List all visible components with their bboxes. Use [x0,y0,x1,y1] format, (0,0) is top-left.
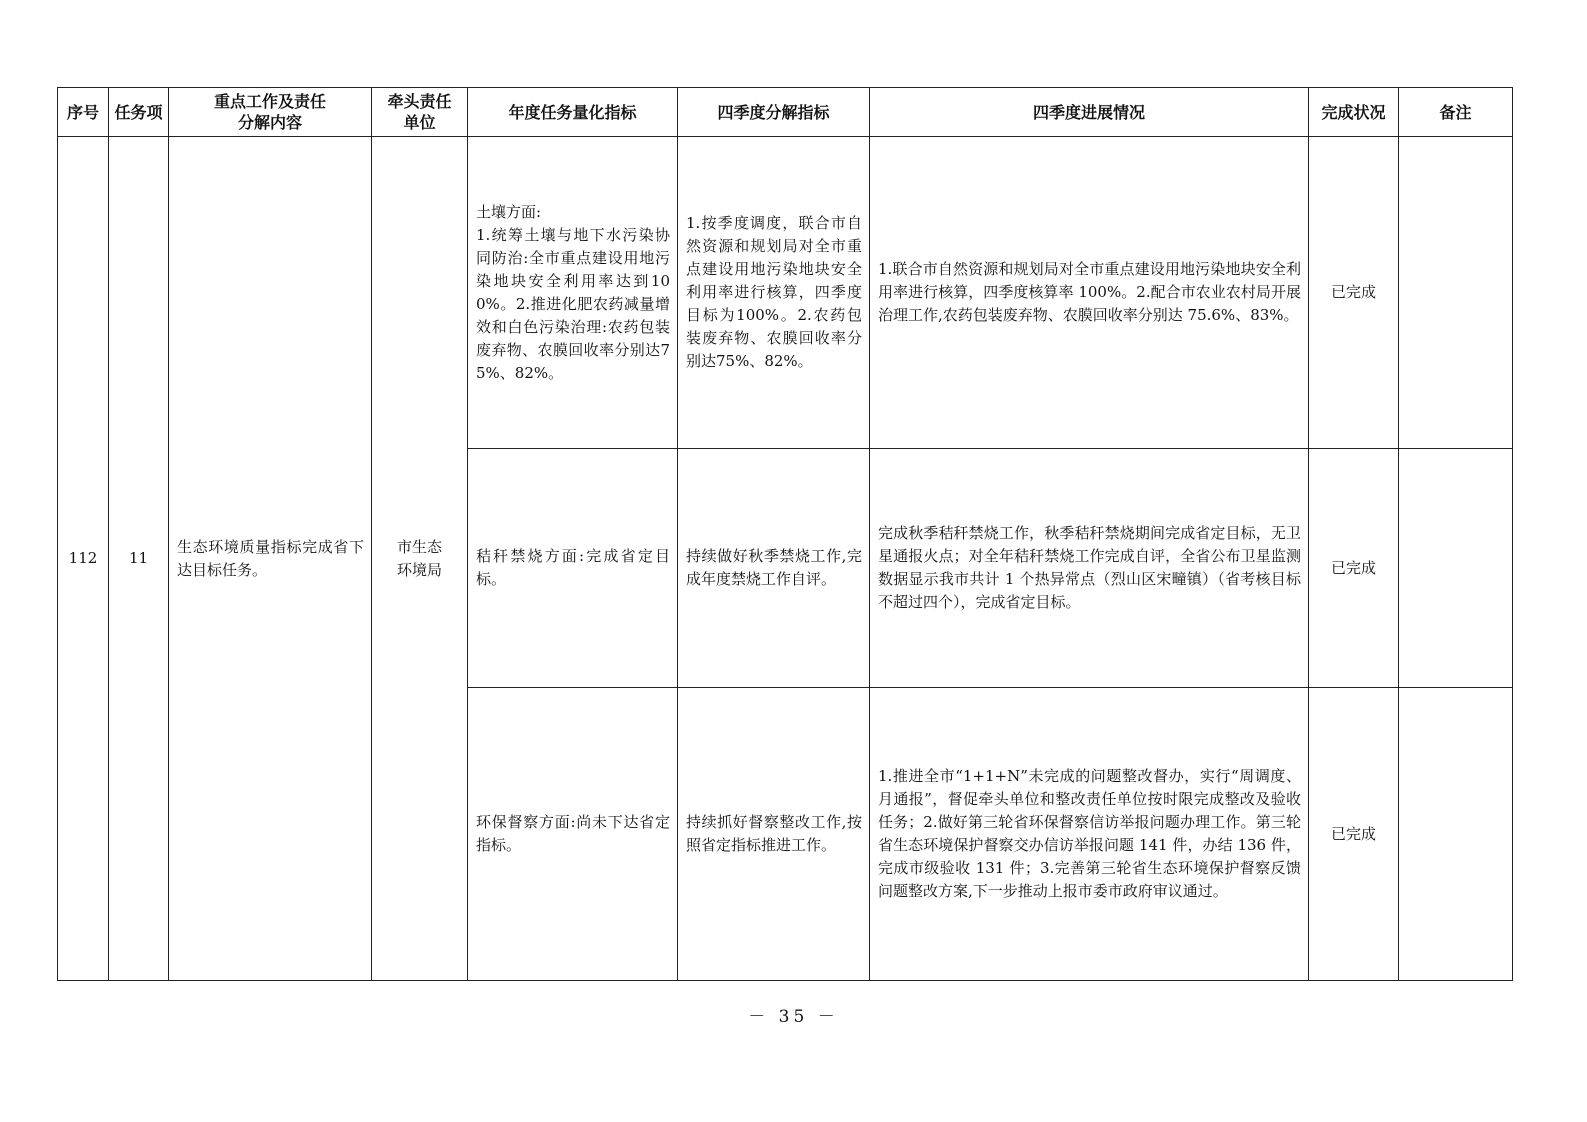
table-header-row [58,88,1513,137]
header-status: 完成状况 [1309,88,1399,137]
header-lead-unit: 牵头责任 单位 [372,88,468,137]
header-annual-indicator: 年度任务量化指标 [468,88,678,137]
cell-q4-target: 1.按季度调度，联合市自然资源和规划局对全市重点建设用地污染地块安全利用率进行核算，四季度目标为100%。2.农药包装废弃物、农膜回收率分别达75%、82%。 [678,137,870,449]
cell-q4-progress: 1.推进全市“1+1+N”未完成的问题整改督办，实行“周调度、月通报”，督促牵头单位和整改责任单位按时限完成整改及验收任务；2.做好第三轮省环保督察信访举报问题办理工作。第三轮省生态环境保护督察交办信访举报问题 141 件，办结 136 件，完成市级验收 131 件；3.完善第三轮省生态环境保护督察反馈问题整改方案,下一步推动上报市委市政府审议通过。 [870,688,1309,981]
cell-seq: 112 [58,137,109,981]
header-q4-progress: 四季度进展情况 [870,88,1309,137]
cell-status: 已完成 [1309,137,1399,449]
page-number: － 35 － [748,1007,839,1027]
header-content: 重点工作及责任 分解内容 [169,88,372,137]
header-seq: 序号 [58,88,109,137]
cell-status: 已完成 [1309,688,1399,981]
cell-q4-target: 持续抓好督察整改工作,按照省定指标推进工作。 [678,688,870,981]
cell-note [1399,449,1513,688]
cell-status: 已完成 [1309,449,1399,688]
cell-q4-target: 持续做好秋季禁烧工作,完成年度禁烧工作自评。 [678,449,870,688]
cell-annual-indicator: 秸秆禁烧方面:完成省定目标。 [468,449,678,688]
cell-note [1399,137,1513,449]
header-note: 备注 [1399,88,1513,137]
cell-content: 生态环境质量指标完成省下达目标任务。 [169,137,372,981]
cell-note [1399,688,1513,981]
progress-table [57,87,1513,981]
cell-task: 11 [109,137,169,981]
cell-q4-progress: 1.联合市自然资源和规划局对全市重点建设用地污染地块安全利用率进行核算，四季度核算率 100%。2.配合市农业农村局开展治理工作,农药包装废弃物、农膜回收率分别达 75.6%、83%。 [870,137,1309,449]
cell-annual-indicator: 环保督察方面:尚未下达省定指标。 [468,688,678,981]
cell-q4-progress: 完成秋季秸秆禁烧工作，秋季秸秆禁烧期间完成省定目标，无卫星通报火点；对全年秸秆禁烧工作完成自评，全省公布卫星监测数据显示我市共计 1 个热异常点（烈山区宋疃镇）（省考核目标不超过四个），完成省定目标。 [870,449,1309,688]
cell-annual-indicator: 土壤方面: 1.统筹土壤与地下水污染协同防治:全市重点建设用地污染地块安全利用率达到100%。2.推进化肥农药减量增效和白色污染治理:农药包装废弃物、农膜回收率分别达75%、82%。 [468,137,678,449]
header-q4-target: 四季度分解指标 [678,88,870,137]
cell-lead-unit: 市生态 环境局 [372,137,468,981]
header-task: 任务项 [109,88,169,137]
table-row [58,137,1513,449]
